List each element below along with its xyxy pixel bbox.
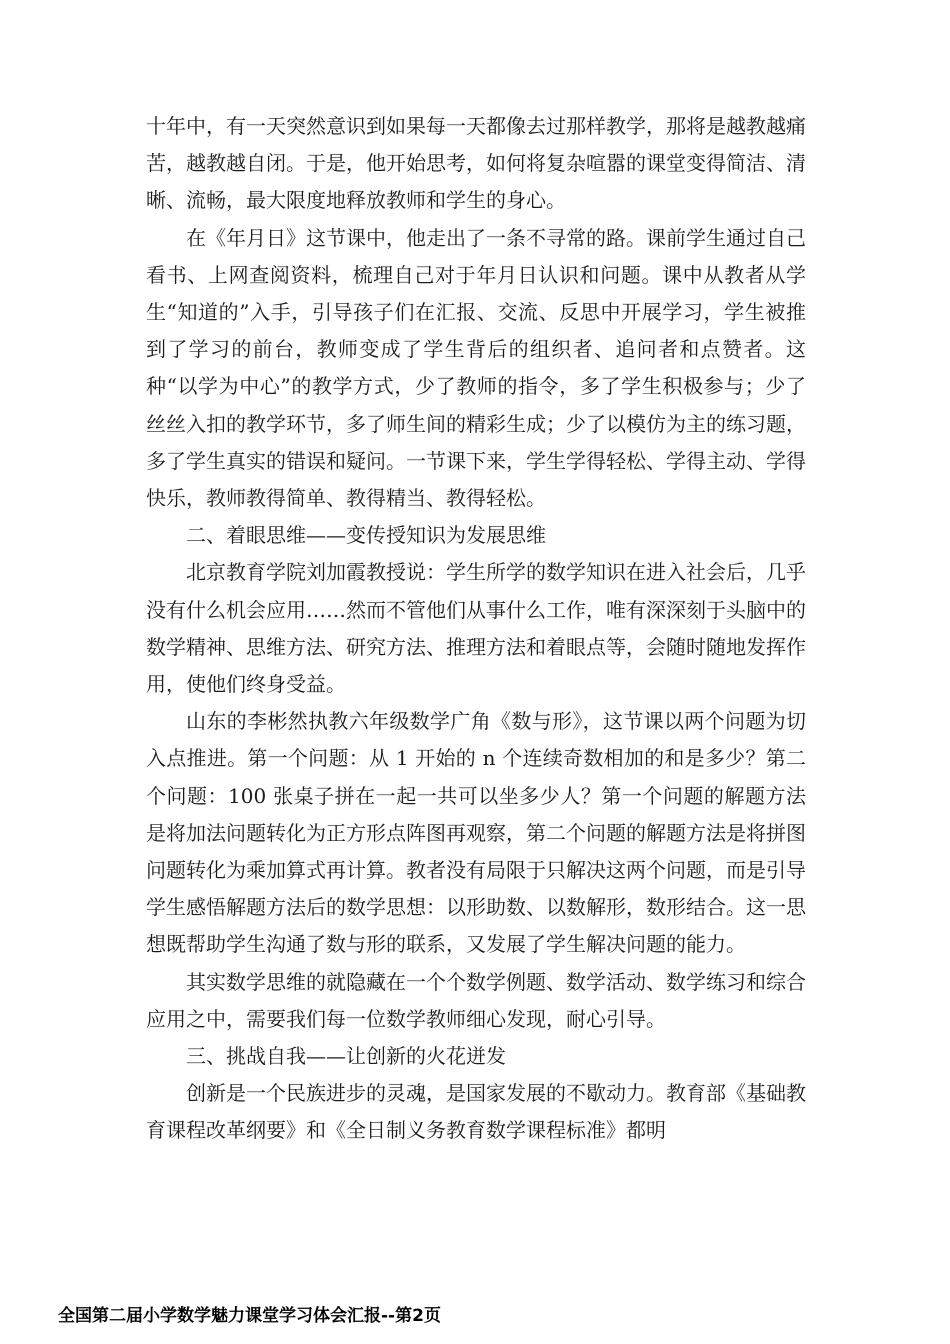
section-heading-2: 二、着眼思维——变传授知识为发展思维 [186,523,546,548]
paragraph-5: 其实数学思维的就隐藏在一个个数学例题、数学活动、数学练习和综合应用之中，需要我们每一位数学教师细心发现，耐心引导。 [146,969,806,1031]
paragraph-6: 创新是一个民族进步的灵魂，是国家发展的不歇动力。教育部《基础教育课程改革纲要》和《全日制义务教育数学课程标准》都明 [146,1081,806,1143]
paragraph-3: 北京教育学院刘加霞教授说：学生所学的数学知识在进入社会后，几乎没有什么机会应用……然而不管他们从事什么工作，唯有深深刻于头脑中的数学精神、思维方法、研究方法、推理方法和着眼点等，会随时随地发挥作用，使他们终身受益。 [146,560,806,697]
paragraph-2: 在《年月日》这节课中，他走出了一条不寻常的路。课前学生通过自己看书、上网查阅资料，梳理自己对于年月日认识和问题。课中从教者从学生“知道的”入手，引导孩子们在汇报、交流、反思中开展学习，学生被推到了学习的前台，教师变成了学生背后的组织者、追问者和点赞者。这种“以学为中心”的教学方式，少了教师的指令，多了学生积极参与；少了丝丝入扣的教学环节，多了师生间的精彩生成；少了以模仿为主的练习题，多了学生真实的错误和疑问。一节课下来，学生学得轻松、学得主动、学得快乐，教师教得简单、教得精当、教得轻松。 [146,225,806,511]
page-footer: 全国第二届小学数学魅力课堂学习体会汇报--第2页 [58,1306,441,1326]
section-heading-3: 三、挑战自我——让创新的火花迸发 [186,1044,506,1069]
paragraph-1: 十年中，有一天突然意识到如果每一天都像去过那样教学，那将是越教越痛苦，越教越自闭。于是，他开始思考，如何将复杂喧嚣的课堂变得简洁、清晰、流畅，最大限度地释放教师和学生的身心。 [146,114,806,213]
paragraph-4: 山东的李彬然执教六年级数学广角《数与形》，这节课以两个问题为切入点推进。第一个问题：从 1 开始的 n 个连续奇数相加的和是多少？第二个问题：100 张桌子拼在一起一共可以坐多少人？第一个问题的解题方法是将加法问题转化为正方形点阵图再观察，第二个问题的解题方法是将拼图问题转化为乘加算式再计算。教者没有局限于只解决这两个问题，而是引导学生感悟解题方法后的数学思想：以形助数、以数解形，数形结合。这一思想既帮助学生沟通了数与形的联系，又发展了学生解决问题的能力。 [146,709,806,957]
document-body [146,108,806,1150]
